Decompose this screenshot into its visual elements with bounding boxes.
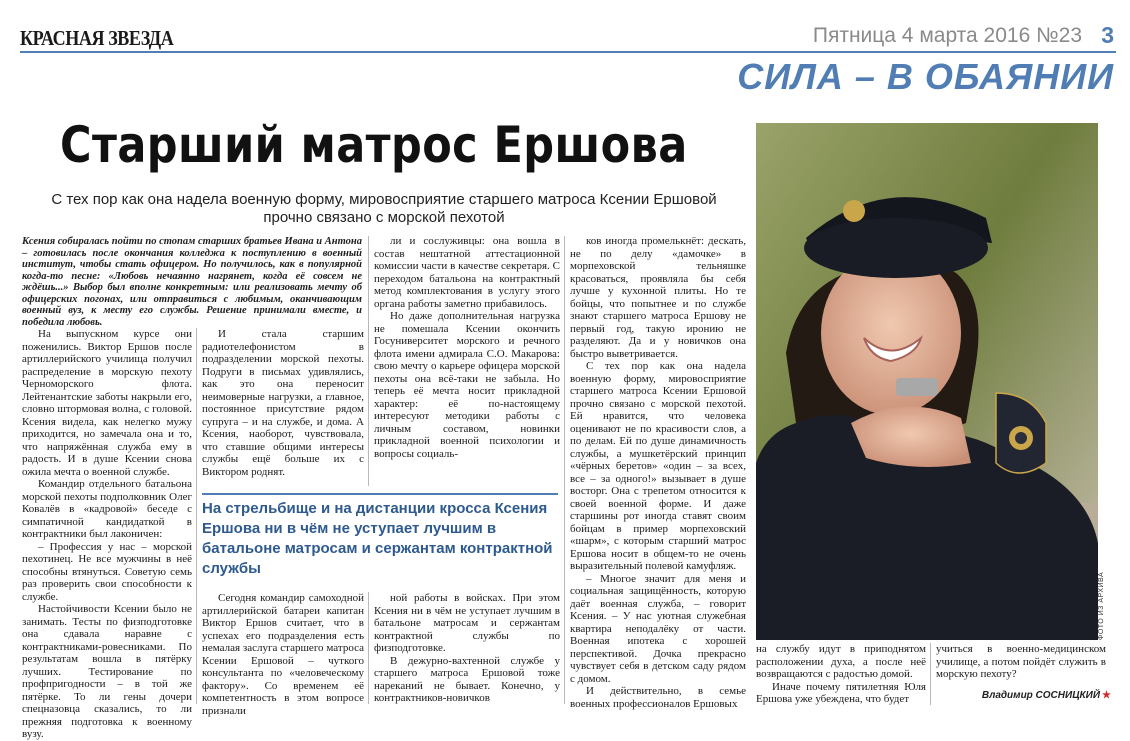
article-column-2b	[202, 592, 364, 717]
photo-credit: ФОТО ИЗ АРХИВА	[1098, 571, 1105, 640]
article-headline: Старший матрос Ершова	[60, 116, 688, 174]
paragraph: Командир отдельного батальона морской пехоты подполковник Олег Ковалёв в «кадровой» беседе с симпатичной кандидаткой в контрактники был лаконичен:	[22, 478, 192, 540]
paragraph: И стала старшим радиотелефонистом в подразделении морской пехоты. Подруги в письмах удивлялись, как это она переносит неимоверные нагрузки, а главное, постоянное присутствие рядом супруга – и на службе, и дома. А Ксения, наоборот, чувствовала, что ставшие общими интересы службы ещё больше их с Виктором роднят.	[202, 328, 364, 478]
article-lead: С тех пор как она надела военную форму, мировосприятие старшего матроса Ксении Ершовой прочно связано с морской пехотой	[51, 191, 717, 226]
paragraph: И действительно, в семье военных профессионалов Ершовых	[570, 685, 746, 710]
page-number: 3	[1101, 22, 1114, 48]
issue-dateline: Пятница 4 марта 2016 №23	[812, 24, 1082, 47]
article-column-3	[374, 235, 560, 473]
paragraph: ли и сослуживцы: она вошла в состав нештатной аттестационной комиссии части в качестве секретаря. С переходом батальона на контрактный метод комплектования в услугу этого органа работы заметно прибавилось.	[374, 235, 560, 310]
column-divider	[368, 592, 369, 704]
header-rule	[20, 51, 1116, 53]
paragraph: В дежурно-вахтенной службе у старшего матроса Ершовой тоже нареканий не бывает. Конечно, у контрактников-новичков	[374, 654, 560, 704]
pull-quote-text: На стрельбище и на дистанции кросса Ксения Ершова ни в чём не уступает лучшим в батальоне матросам и сержантам контрактной службы	[202, 500, 553, 577]
paragraph: С тех пор как она надела военную форму, мировосприятие старшего матроса Ксении Ершовой прочно связано с морской пехотой. Ей нравится, что человека оценивают не по красивости слов, а по делам. Ей по душе динамичность службы, а мушкетёрский принцип «чёрных беретов» «один – за всех, все – за одного!» вызывает в душе восторг. Она с трепетом относится к своей военной форме. И даже старшины рот иногда ставят своим бойцам в пример морпеховский «шарм», с которым старший матрос Ершова носит в общем-то не очень выразительный полевой камуфляж.	[570, 360, 746, 572]
paragraph: учиться в военно-медицинском училище, а потом пойдёт служить в морскую пехоту?	[936, 643, 1106, 680]
paragraph: Настойчивости Ксении было не занимать. Тесты по физподготовке она сдавала наравне с контрактниками-ровесниками. По результатам вошла в пятёрку лучших. Тестирование по профпригодности – в той же пятёрке. То ли гены дочери спецназовца сказались, то ли прежняя подготовка к военному вузу.	[22, 603, 192, 740]
article-column-2	[202, 328, 364, 486]
article-intro: Ксения собиралась пойти по стопам старших братьев Ивана и Антона – готовилась после окончания колледжа к поступлению в военный институт, чтобы стать офицером. Но получилось, как в популярной когда-то песне: «Любовь нечаянно нагрянет, когда её совсем не ждёшь...» Выбор был вполне конкретным: или реализовать мечту об офицерских погонах, или отправиться с любимым, оканчивающим военный вуз, к месту его службы. Решение принимали вместе, и победила любовь.	[22, 236, 362, 328]
article-column-4	[570, 235, 746, 710]
photo-illustration	[756, 123, 1098, 640]
star-icon: ★	[1102, 690, 1111, 701]
column-divider	[368, 236, 369, 486]
masthead: КРАСНАЯ ЗВЕЗДА	[20, 26, 174, 50]
column-divider	[930, 643, 931, 705]
article-column-3b	[374, 592, 560, 704]
paragraph: Но даже дополнительная нагрузка не помешала Ксении окончить Госуниверситет морского и речного флота имени адмирала С.О. Макарова: свою мечту о карьере офицера морской пехоты она всё-таки не забыла. Но теперь её мечта носит прикладной характер: её по-настоящему интересуют методики работы с личным составом, новинки прикладной военной психологии и вопросы социаль-	[374, 310, 560, 460]
pull-quote	[202, 493, 558, 581]
column-divider	[196, 328, 197, 704]
paragraph: – Многое значит для меня и социальная защищённость, которую даёт военная служба, – говорит Ксения. – У нас уютная служебная квартира неподалёку от части. Военная ипотека с хорошей перспективой. Дочка прекрасно чувствует себя в детском саду рядом с домом.	[570, 572, 746, 685]
paragraph: Иначе почему пятилетняя Юля Ершова уже убеждена, что будет	[756, 680, 926, 705]
paragraph: на службу идут в приподнятом расположении духа, а после неё возвращаются с радостью домой.	[756, 643, 926, 680]
paragraph: ков иногда промелькнёт: дескать, не по делу «дамочке» в морпеховской тельняшке красоваться, проявляла бы себя лучше у кухонной плиты. Но те бойцы, что попытнее и по службе знают старшего матроса Ершову не первый год, такую иронию не разделяют. Да и у новичков она быстро выветривается.	[570, 235, 746, 360]
paragraph: ной работы в войсках. При этом Ксения ни в чём не уступает лучшим в батальоне матросам и сержантам контрактной службы по физподготовке.	[374, 592, 560, 654]
paragraph: На выпускном курсе они поженились. Виктор Ершов после артиллерийского училища получил распределение в морскую пехоту Черноморского флота. Лейтенантские заботы накрыли его, словно штормовая волна, с головой. Ксения видела, как нелегко мужу приходится, но замечала она и то, что напряжённая служба ему в радость. И в душе Ксении снова ожила мечта о военной службе.	[22, 328, 192, 478]
paragraph: – Профессия у нас – морской пехотинец. Не все мужчины в неё способны втянуться. Советую семь раз проверить свои способности к службе.	[22, 540, 192, 603]
author-byline	[935, 690, 1111, 701]
article-column-5	[756, 643, 926, 705]
article-column-6	[936, 643, 1106, 691]
article-column-1	[22, 328, 192, 740]
author-name: Владимир СОСНИЦКИЙ	[981, 690, 1101, 701]
paragraph: Сегодня командир самоходной артиллерийской батареи капитан Виктор Ершов считает, что в успехах его подразделения есть немалая заслуга старшего матроса Ксении Ершовой – чуткого консультанта по «человеческому фактору». Со временем её компетентность в этом вопросе признали	[202, 592, 364, 717]
column-divider	[564, 236, 565, 704]
article-photo	[756, 123, 1098, 640]
section-rubric: СИЛА – В ОБАЯНИИ	[737, 56, 1114, 97]
